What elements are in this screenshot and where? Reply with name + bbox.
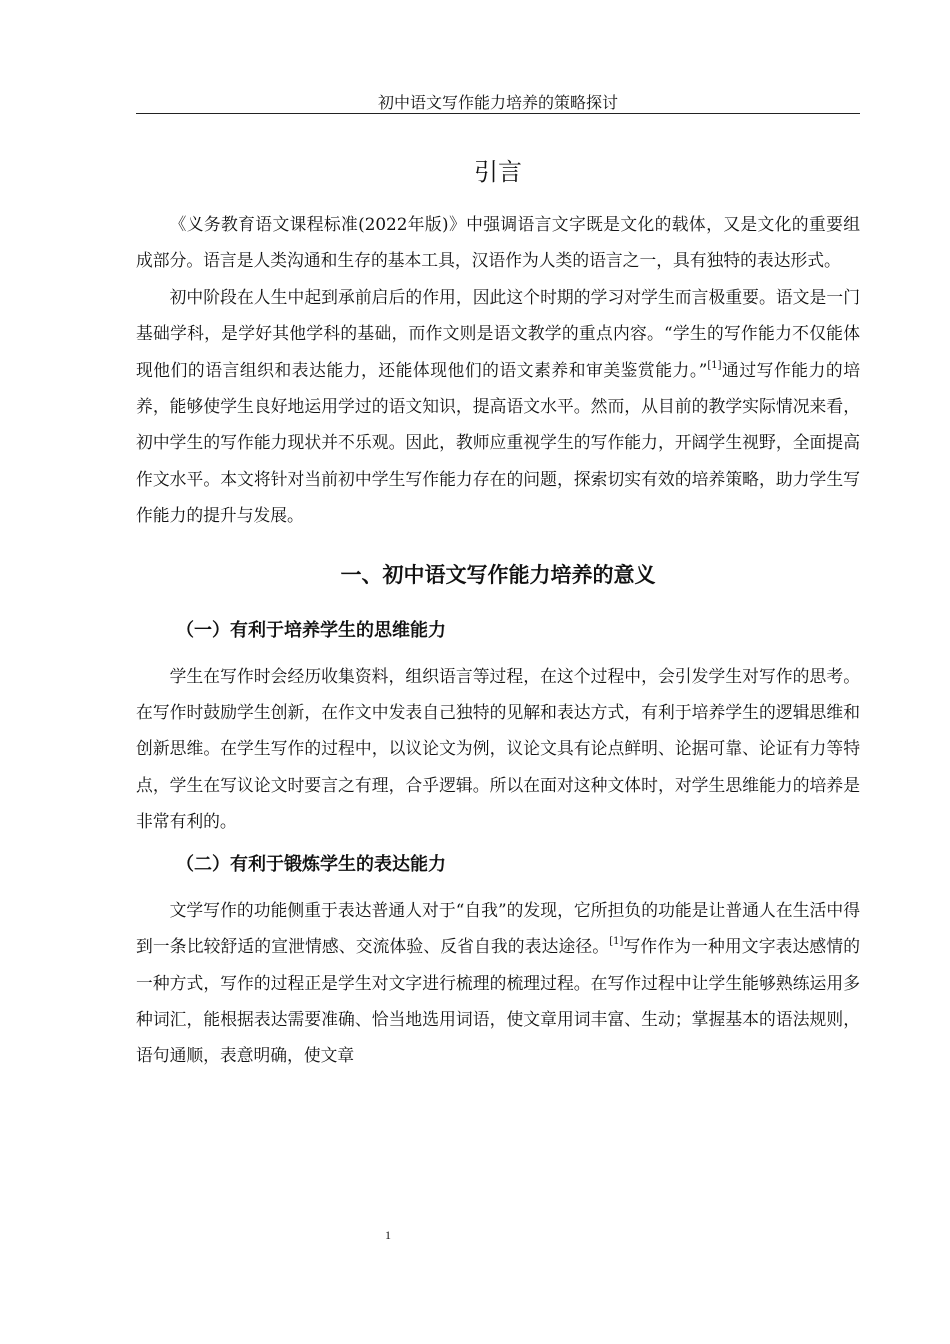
subsection-1-paragraph: 学生在写作时会经历收集资料，组织语言等过程，在这个过程中，会引发学生对写作的思考。在写作时鼓励学生创新，在作文中发表自己独特的见解和表达方式，有利于培养学生的逻辑思维和创新思维。在学生写作的过程中，以议论文为例，议论文具有论点鲜明、论据可靠、论证有力等特点，学生在写议论文时要言之有理，合乎逻辑。所以在面对这种文体时，对学生思维能力的培养是非常有利的。 [136,665,860,832]
intro-title: 引言 [474,158,522,186]
header-rule [136,113,860,114]
citation-ref: [1] [707,359,722,371]
running-header: 初中语文写作能力培养的策略探讨 [377,93,618,112]
intro-paragraph-1: 《义务教育语文课程标准(2022年版)》中强调语言文字既是文化的载体，又是文化的重要组成部分。语言是人类沟通和生存的基本工具，汉语作为人类的语言之一，具有独特的表达形式。 [136,214,860,271]
page-content [136,152,860,1074]
subsection-2-text-a: 文学写作的功能侧重于表达普通人对于“自我”的发现，它所担负的功能是让普通人在生活中得到一条比较舒适的宣泄情感、交流体验、反省自我的表达途径。 [136,899,860,957]
subsection-2-heading: （二）有利于锻炼学生的表达能力 [176,853,446,875]
subsection-1-heading: （一）有利于培养学生的思维能力 [176,619,446,641]
subsection-2-paragraph [136,892,860,1074]
subsection-2-text-b: 写作作为一种用文字表达感情的一种方式，写作的过程正是学生对文字进行梳理的梳理过程。在写作过程中让学生能够熟练运用多种词汇，能根据表达需要准确、恰当地选用词语，使文章用词丰富、生动；掌握基本的语法规则，语句通顺，表意明确，使文章 [136,936,860,1066]
section-1-heading: 一、初中语文写作能力培养的意义 [340,562,656,587]
intro-paragraph-2-text-b: 通过写作能力的培养，能够使学生良好地运用学过的语文知识，提高语文水平。然而，从目前的教学实际情况来看，初中学生的写作能力现状并不乐观。因此，教师应重视学生的写作能力，开阔学生视野，全面提高作文水平。本文将针对当前初中学生写作能力存在的问题，探索切实有效的培养策略，助力学生写作能力的提升与发展。 [136,359,860,526]
citation-ref: [1] [609,936,624,948]
page-number: 1 [385,1228,391,1242]
intro-paragraph-2 [136,279,860,534]
intro-paragraph-2-text-a: 初中阶段在人生中起到承前启后的作用，因此这个时期的学习对学生而言极重要。语文是一门基础学科，是学好其他学科的基础，而作文则是语文教学的重点内容。“学生的写作能力不仅能体现他们的语言组织和表达能力，还能体现他们的语文素养和审美鉴赏能力。” [136,286,860,380]
